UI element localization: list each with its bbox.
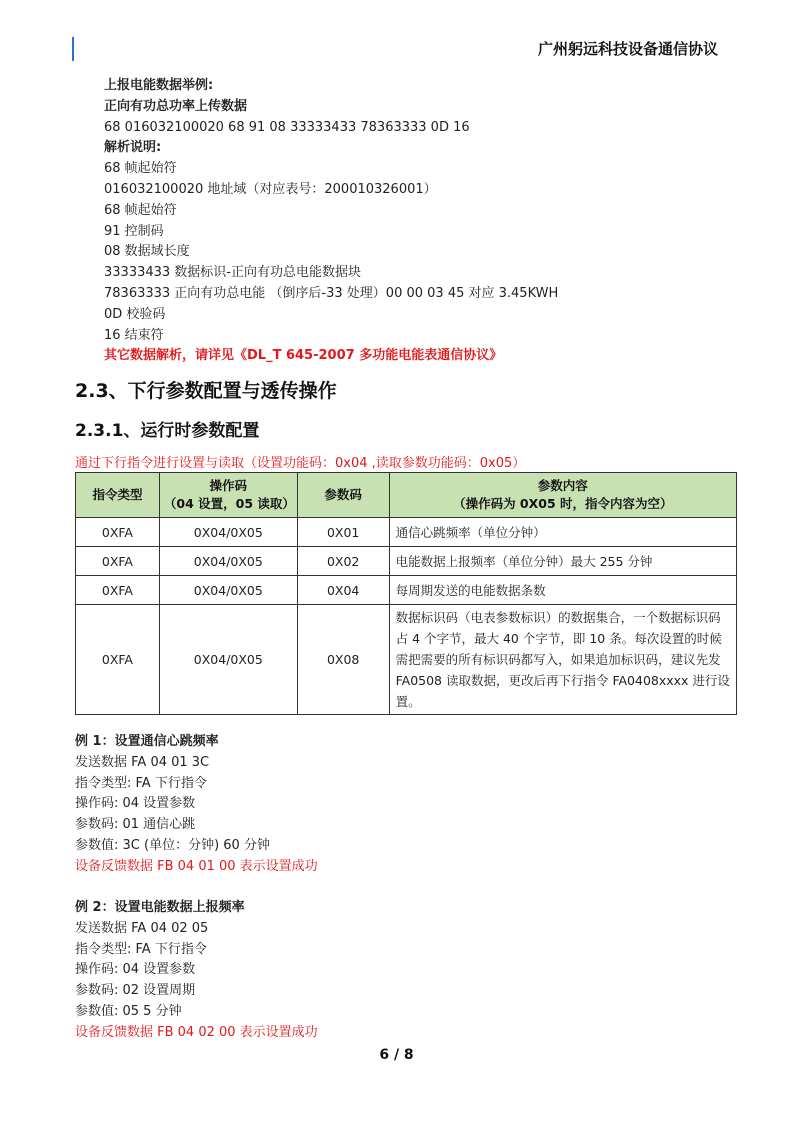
table-row	[76, 547, 737, 576]
parameter-table	[75, 472, 737, 715]
header-accent-bar	[72, 37, 74, 61]
subsection-heading: 2.3.1、运行时参数配置	[75, 421, 260, 441]
parse-line: 016032100020 地址域（对应表号：200010326001）	[104, 181, 437, 197]
cell-type: 0XFA	[76, 518, 160, 547]
cell-param: 0X01	[297, 518, 389, 547]
upload-example-heading: 上报电能数据举例:	[104, 78, 214, 93]
parse-explanation-heading: 解析说明:	[104, 140, 162, 156]
cell-type: 0XFA	[76, 547, 160, 576]
example-line: 指令类型: FA 下行指令	[75, 941, 207, 957]
example-line: 指令类型: FA 下行指令	[75, 775, 207, 791]
example-line: 操作码: 04 设置参数	[75, 796, 196, 812]
reference-note: 其它数据解析，请详见《DL_T 645-2007 多功能电能表通信协议》	[104, 348, 503, 364]
upload-example-subheading: 正向有功总功率上传数据	[104, 98, 248, 114]
example-line: 发送数据 FA 04 01 3C	[75, 754, 210, 770]
header-param: 参数码	[297, 473, 389, 518]
parse-line: 08 数据域长度	[104, 244, 190, 260]
cell-opcode: 0X04/0X05	[159, 518, 297, 547]
cell-param: 0X08	[297, 605, 389, 715]
cell-content: 每周期发送的电能数据条数	[389, 576, 736, 605]
cell-opcode: 0X04/0X05	[159, 605, 297, 715]
page-number: 6 / 8	[379, 1047, 414, 1063]
table-row	[76, 605, 737, 715]
table-row	[76, 518, 737, 547]
section-heading: 2.3、下行参数配置与透传操作	[75, 380, 337, 402]
cell-opcode: 0X04/0X05	[159, 576, 297, 605]
cell-param: 0X02	[297, 547, 389, 576]
example-1-response: 设备反馈数据 FB 04 01 00 表示设置成功	[75, 858, 318, 874]
example-2-heading: 例 2：设置电能数据上报频率	[75, 900, 245, 915]
section-intro: 通过下行指令进行设置与读取（设置功能码：0x04 ,读取参数功能码：0x05）	[75, 456, 526, 471]
example-2-block	[75, 898, 725, 1044]
cell-content: 通信心跳频率（单位分钟）	[389, 518, 736, 547]
parse-line: 78363333 正向有功总电能 （倒序后-33 处理）00 00 03 45 对应 3.45KWH	[104, 285, 559, 301]
cell-content: 电能数据上报频率（单位分钟）最大 255 分钟	[389, 547, 736, 576]
cell-type: 0XFA	[76, 605, 160, 715]
parse-line: 68 帧起始符	[104, 161, 177, 177]
header-content: 参数内容 （操作码为 0X05 时，指令内容为空）	[389, 473, 736, 518]
parse-line: 33333433 数据标识-正向有功总电能数据块	[104, 265, 361, 281]
example-line: 参数码: 02 设置周期	[75, 983, 196, 999]
upload-example-block	[104, 76, 724, 367]
example-line: 参数码: 01 通信心跳	[75, 817, 196, 833]
parse-line: 68 帧起始符	[104, 202, 177, 218]
header-type: 指令类型	[76, 473, 160, 518]
example-line: 操作码: 04 设置参数	[75, 962, 196, 978]
example-line: 参数值: 05 5 分钟	[75, 1003, 182, 1019]
example-1-block	[75, 732, 725, 878]
document-header-title: 广州躬远科技设备通信协议	[537, 40, 718, 58]
cell-opcode: 0X04/0X05	[159, 547, 297, 576]
cell-type: 0XFA	[76, 576, 160, 605]
table-header-row	[76, 473, 737, 518]
example-line: 参数值: 3C (单位：分钟) 60 分钟	[75, 837, 270, 853]
cell-param: 0X04	[297, 576, 389, 605]
cell-content: 数据标识码（电表参数标识）的数据集合，一个数据标识码占 4 个字节，最大 40 个字节，即 10 条。每次设置的时候需把需要的所有标识码都写入，如果追加标识码，建议先发 FA0508 读取数据，更改后再下行指令 FA0408xxxx 进行设置。	[389, 605, 736, 715]
upload-example-frame: 68 016032100020 68 91 08 33333433 78363333 0D 16	[104, 119, 470, 135]
table-row	[76, 576, 737, 605]
parse-line: 91 控制码	[104, 223, 164, 239]
header-opcode: 操作码 （04 设置，05 读取）	[159, 473, 297, 518]
example-1-heading: 例 1：设置通信心跳频率	[75, 734, 219, 749]
example-2-response: 设备反馈数据 FB 04 02 00 表示设置成功	[75, 1024, 318, 1040]
parse-line: 0D 校验码	[104, 306, 166, 322]
parse-line: 16 结束符	[104, 327, 164, 343]
example-line: 发送数据 FA 04 02 05	[75, 920, 209, 936]
